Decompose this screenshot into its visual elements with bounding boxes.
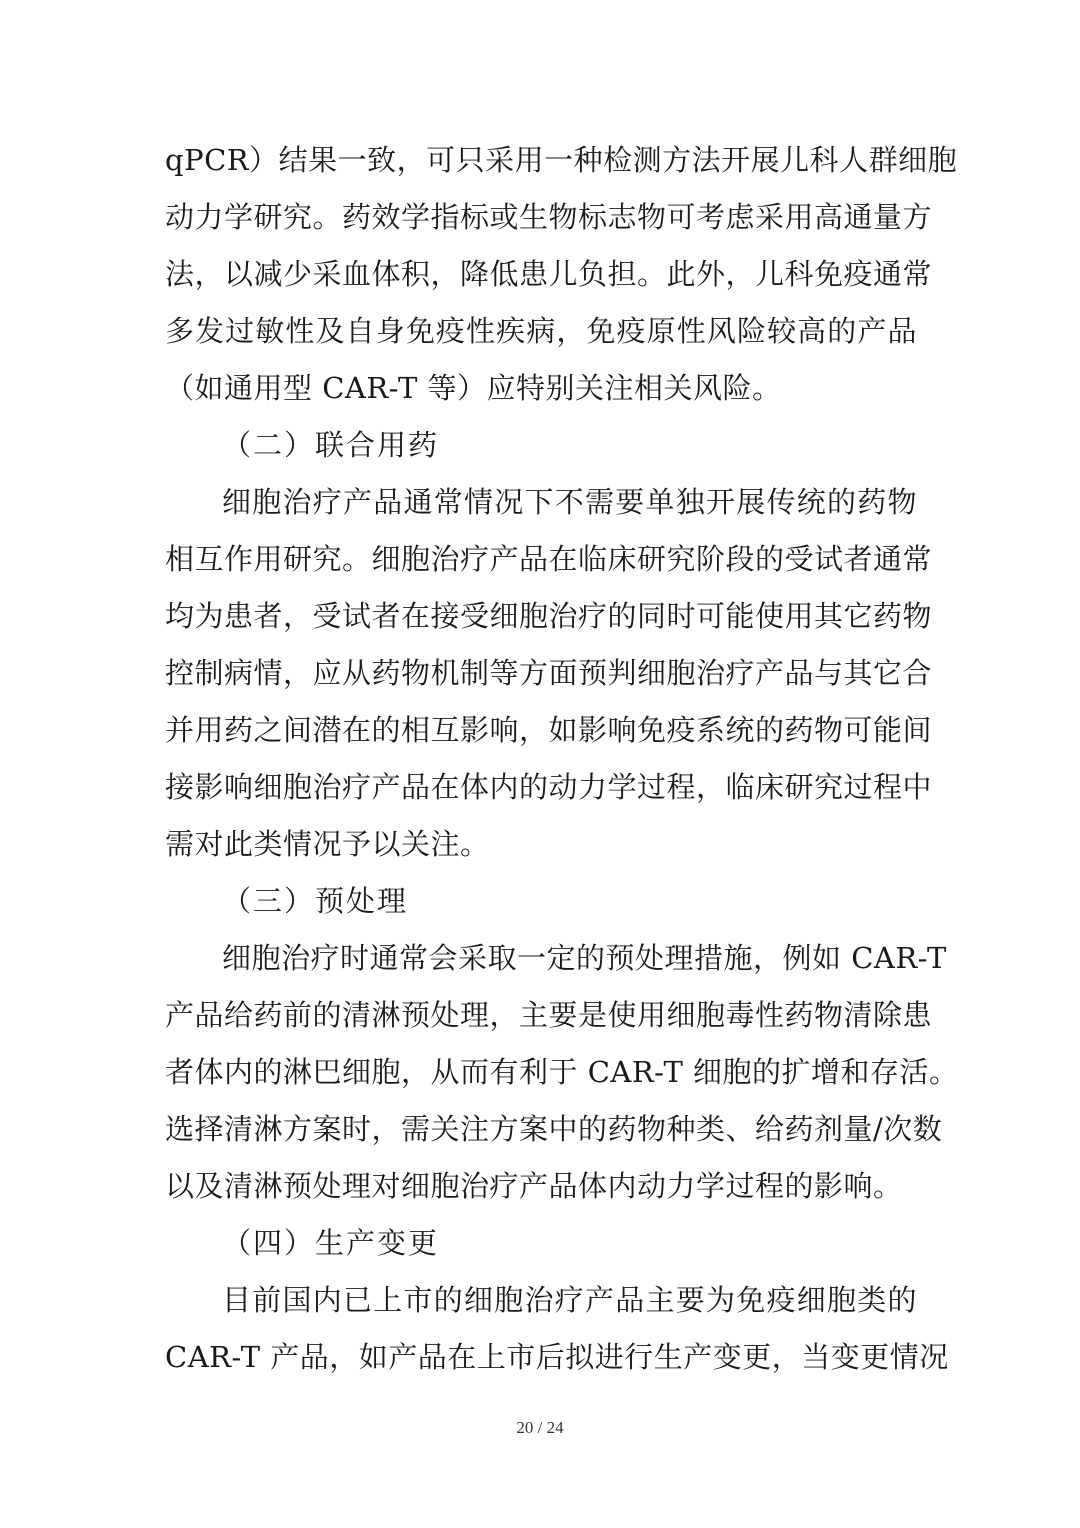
paragraph-line: 并用药之间潜在的相互影响，如影响免疫系统的药物可能间 [165, 713, 933, 747]
paragraph-line: 者体内的淋巴细胞，从而有利于 CAR-T 细胞的扩增和存活。 [165, 1055, 959, 1089]
paragraph-line: 细胞治疗时通常会采取一定的预处理措施，例如 CAR-T [222, 941, 947, 975]
paragraph-line: 以及清淋预处理对细胞治疗产品体内动力学过程的影响。 [165, 1169, 903, 1203]
paragraph-line: 目前国内已上市的细胞治疗产品主要为免疫细胞类的 [222, 1283, 917, 1317]
paragraph-line: 多发过敏性及自身免疫性疾病，免疫原性风险较高的产品 [165, 314, 917, 348]
section-heading: （二）联合用药 [222, 428, 440, 462]
paragraph-line: 接影响细胞治疗产品在体内的动力学过程，临床研究过程中 [165, 770, 933, 804]
paragraph-line: qPCR）结果一致，可只采用一种检测方法开展儿科人群细胞 [165, 143, 958, 177]
paragraph-line: 产品给药前的清淋预处理，主要是使用细胞毒性药物清除患 [165, 998, 933, 1032]
paragraph-line: 相互作用研究。细胞治疗产品在临床研究阶段的受试者通常 [165, 542, 933, 576]
paragraph-line: 动力学研究。药效学指标或生物标志物可考虑采用高通量方 [165, 200, 933, 234]
paragraph-line: 法，以减少采血体积，降低患儿负担。此外，儿科免疫通常 [165, 257, 933, 291]
paragraph-line: 控制病情，应从药物机制等方面预判细胞治疗产品与其它合 [165, 656, 933, 690]
paragraph-line: 需对此类情况予以关注。 [165, 827, 490, 861]
section-heading: （三）预处理 [222, 884, 409, 918]
paragraph-line: 均为患者，受试者在接受细胞治疗的同时可能使用其它药物 [165, 599, 933, 633]
page-number: 20 / 24 [516, 1418, 564, 1437]
paragraph-line: 选择清淋方案时，需关注方案中的药物种类、给药剂量/次数 [165, 1112, 943, 1146]
paragraph-line: （如通用型 CAR-T 等）应特别关注相关风险。 [165, 371, 782, 405]
paragraph-line: CAR-T 产品，如产品在上市后拟进行生产变更，当变更情况 [165, 1340, 949, 1374]
section-heading: （四）生产变更 [222, 1226, 440, 1260]
paragraph-line: 细胞治疗产品通常情况下不需要单独开展传统的药物 [222, 485, 917, 519]
